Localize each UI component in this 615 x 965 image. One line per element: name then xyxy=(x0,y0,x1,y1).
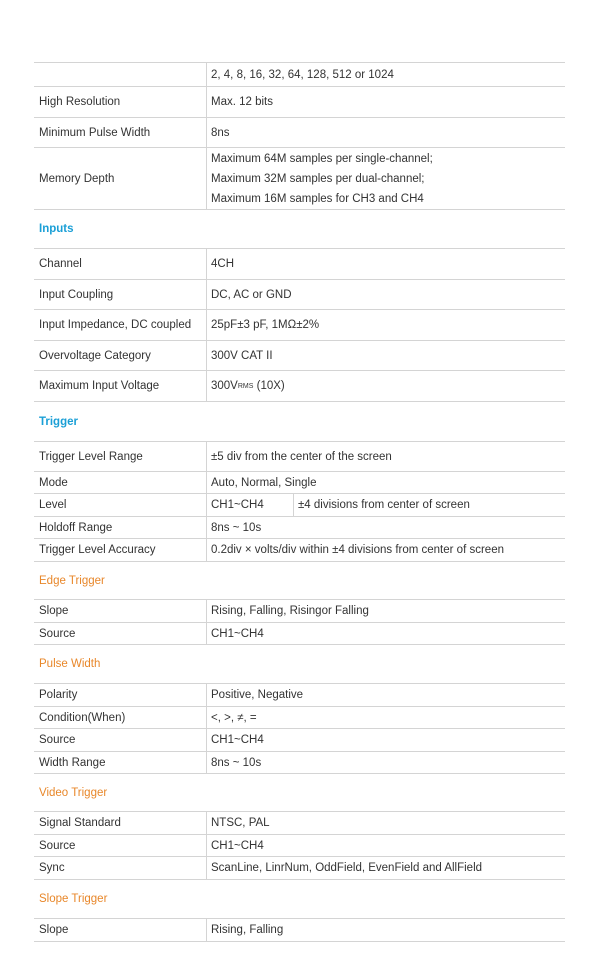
memory-depth-line: Maximum 16M samples for CH3 and CH4 xyxy=(211,192,424,205)
table-row xyxy=(34,62,565,87)
table-row xyxy=(34,684,565,707)
row-label: High Resolution xyxy=(34,87,207,117)
row-value: Rising, Falling xyxy=(211,924,284,936)
row-label: Channel xyxy=(34,249,207,279)
row-value xyxy=(207,371,565,401)
row-label: Source xyxy=(34,623,207,644)
row-value: ±5 div from the center of the screen xyxy=(211,450,392,463)
table-row xyxy=(34,442,565,472)
section-title-edge-trigger: Edge Trigger xyxy=(34,562,565,600)
table-row xyxy=(34,87,565,118)
row-label: Slope xyxy=(34,600,207,622)
table-row xyxy=(34,835,565,857)
table-row xyxy=(34,707,565,729)
row-label: Level xyxy=(34,494,207,516)
row-value: 8ns xyxy=(211,126,230,139)
row-value: 2, 4, 8, 16, 32, 64, 128, 512 or 1024 xyxy=(211,68,394,81)
row-value: NTSC, PAL xyxy=(211,817,270,829)
voltage-probe: (10X) xyxy=(253,380,285,392)
memory-depth-line: Maximum 32M samples per dual-channel; xyxy=(211,172,425,185)
row-label: Width Range xyxy=(34,752,207,773)
row-value: 8ns ~ 10s xyxy=(211,756,262,769)
row-label: Source xyxy=(34,729,207,751)
table-row xyxy=(34,600,565,623)
row-value: Rising, Falling, Risingor Falling xyxy=(211,605,369,617)
level-channels: CH1~CH4 xyxy=(207,494,294,516)
table-row xyxy=(34,919,565,942)
rms-subscript: RMS xyxy=(237,382,254,390)
row-value: CH1~CH4 xyxy=(211,839,264,852)
table-row xyxy=(34,341,565,371)
table-row xyxy=(34,280,565,310)
table-row xyxy=(34,371,565,402)
row-label: Slope xyxy=(34,919,207,941)
row-label: Polarity xyxy=(34,684,207,706)
row-value xyxy=(207,148,565,209)
row-label: Source xyxy=(34,835,207,856)
row-label: Memory Depth xyxy=(34,148,207,209)
spec-table xyxy=(34,62,565,942)
table-row xyxy=(34,857,565,880)
row-label: Input Coupling xyxy=(34,280,207,309)
row-label: Mode xyxy=(34,472,207,493)
table-row xyxy=(34,539,565,562)
row-label: Condition(When) xyxy=(34,707,207,728)
row-label: Input Impedance, DC coupled xyxy=(34,310,207,340)
row-value: CH1~CH4 xyxy=(211,734,264,746)
table-row xyxy=(34,249,565,280)
voltage-value: 300V xyxy=(211,380,238,392)
row-value: <, >, ≠, = xyxy=(211,711,257,724)
row-value: CH1~CH4 xyxy=(211,627,264,640)
row-value: ScanLine, LinrNum, OddField, EvenField and AllField xyxy=(211,862,483,874)
row-label: Sync xyxy=(34,857,207,879)
row-value: 8ns ~ 10s xyxy=(211,521,262,534)
row-label: Trigger Level Accuracy xyxy=(34,539,207,561)
row-label: Trigger Level Range xyxy=(34,442,207,471)
table-row xyxy=(34,729,565,752)
section-title-trigger: Trigger xyxy=(34,402,565,442)
row-value: 25pF±3 pF, 1MΩ±2% xyxy=(211,319,320,331)
section-title-pulse-width: Pulse Width xyxy=(34,645,565,684)
table-row xyxy=(34,472,565,494)
table-row xyxy=(34,623,565,645)
table-row xyxy=(34,310,565,341)
table-row xyxy=(34,517,565,539)
section-title-slope-trigger: Slope Trigger xyxy=(34,880,565,919)
row-label: Signal Standard xyxy=(34,812,207,834)
row-label xyxy=(34,63,207,86)
table-row xyxy=(34,148,565,210)
memory-depth-line: Maximum 64M samples per single-channel; xyxy=(211,152,433,165)
section-title-video-trigger: Video Trigger xyxy=(34,774,565,812)
row-value xyxy=(207,494,565,516)
row-value: Auto, Normal, Single xyxy=(211,476,317,489)
row-value: 0.2div × volts/div within ±4 divisions from center of screen xyxy=(211,544,504,556)
table-row xyxy=(34,118,565,148)
table-row xyxy=(34,752,565,774)
row-label: Overvoltage Category xyxy=(34,341,207,370)
row-value: Positive, Negative xyxy=(211,689,304,701)
row-label: Minimum Pulse Width xyxy=(34,118,207,147)
row-value: 300V CAT II xyxy=(211,349,273,362)
row-value: 4CH xyxy=(211,258,235,270)
row-label: Maximum Input Voltage xyxy=(34,371,207,401)
row-value: DC, AC or GND xyxy=(211,288,292,301)
section-title-inputs: Inputs xyxy=(34,210,565,249)
row-label: Holdoff Range xyxy=(34,517,207,538)
level-range: ±4 divisions from center of screen xyxy=(298,499,470,511)
table-row xyxy=(34,812,565,835)
table-row xyxy=(34,494,565,517)
row-value: Max. 12 bits xyxy=(211,96,273,108)
